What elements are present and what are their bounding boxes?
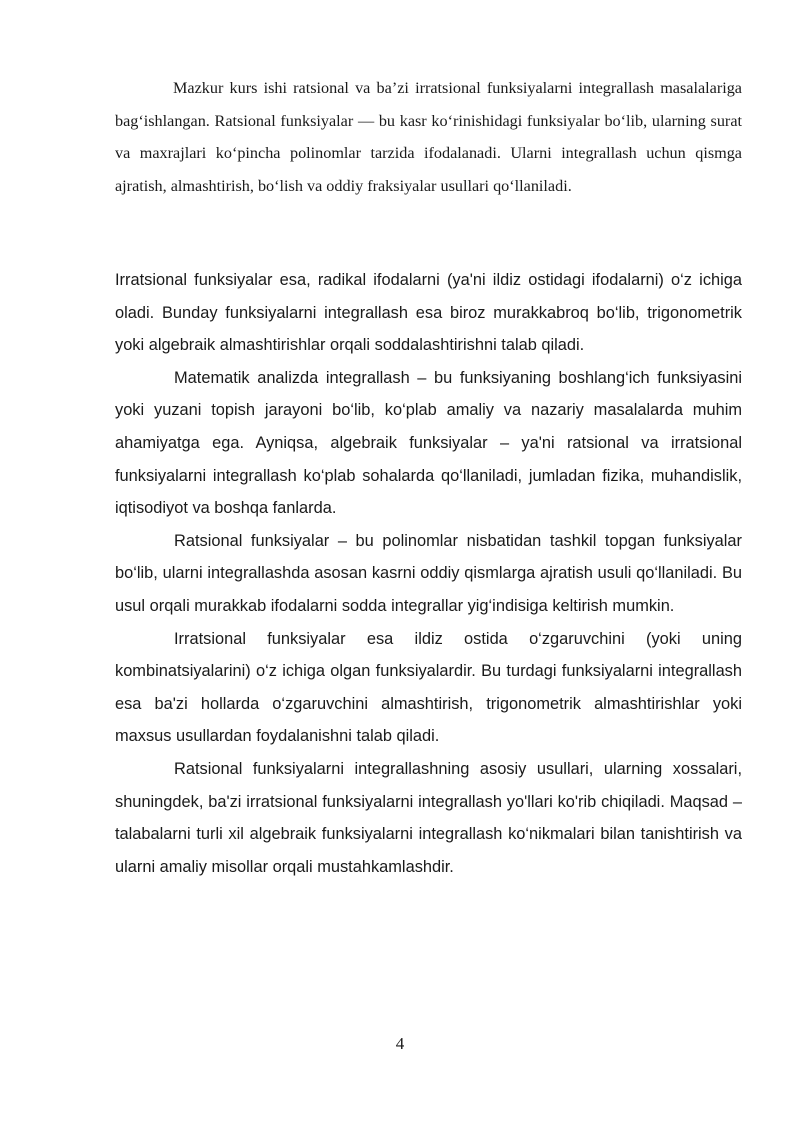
paragraph-integration-analysis: Matematik analizda integrallash – bu funksiyaning boshlang‘ich funksiyasini yoki yuzani topish jarayoni bo‘lib, ko‘plab amaliy va nazariy masalalarda muhim ahamiyatga ega. Ayniqsa, algebraik funksiyalar – ya'ni ratsional va irratsional funksiyalarni integrallash ko‘plab sohalarda qo‘llaniladi, jumladan fizika, muhandislik, iqtisodiyot va boshqa fanlarda. [115,368,742,518]
intro-paragraph: Mazkur kurs ishi ratsional va ba’zi irratsional funksiyalarni integrallash masalalariga bag‘ishlangan. Ratsional funksiyalar — bu kasr ko‘rinishidagi funksiyalar bo‘lib, ularning surat va maxrajlari ko‘pincha polinomlar tarzida ifodalanadi. Ularni integrallash uchun qismga ajratish, almashtirish, bo‘lish va oddiy fraksiyalar usullari qo‘llaniladi. [115,79,742,195]
page-number: 4 [395,1034,405,1053]
paragraph-irrational-functions: Irratsional funksiyalar esa ildiz ostida o‘zgaruvchini (yoki uning kombinatsiyalarini) o‘z ichiga olgan funksiyalardir. Bu turdagi funksiyalarni integrallash esa ba'zi hollarda o‘zgaruvchini almashtirish, trigonometrik almashtirishlar yoki maxsus usullardan foydalanishni talab qiladi. [115,629,742,746]
intro-section [115,72,742,202]
paragraph-irrational-intro: Irratsional funksiyalar esa, radikal ifodalarni (ya'ni ildiz ostidagi ifodalarni) o‘z ichiga oladi. Bunday funksiyalarni integrallash esa biroz murakkabroq bo‘lib, trigonometrik yoki algebraik almashtirishlar orqali soddalashtirishni talab qiladi. [115,271,742,355]
paragraph-rational-functions: Ratsional funksiyalar – bu polinomlar nisbatidan tashkil topgan funksiyalar bo‘lib, ularni integrallashda asosan kasrni oddiy qismlarga ajratish usuli qo‘llaniladi. Bu usul orqali murakkab ifodalarni sodda integrallar yig‘indisiga keltirish mumkin. [115,531,742,615]
body-section [115,264,742,883]
paragraph-methods-goal: Ratsional funksiyalarni integrallashning asosiy usullari, ularning xossalari, shuningdek, ba'zi irratsional funksiyalarni integrallash yo'llari ko'rib chiqiladi. Maqsad – talabalarni turli xil algebraik funksiyalarni integrallash ko‘nikmalari bilan tanishtirish va ularni amaliy misollar orqali mustahkamlashdir. [115,759,742,876]
